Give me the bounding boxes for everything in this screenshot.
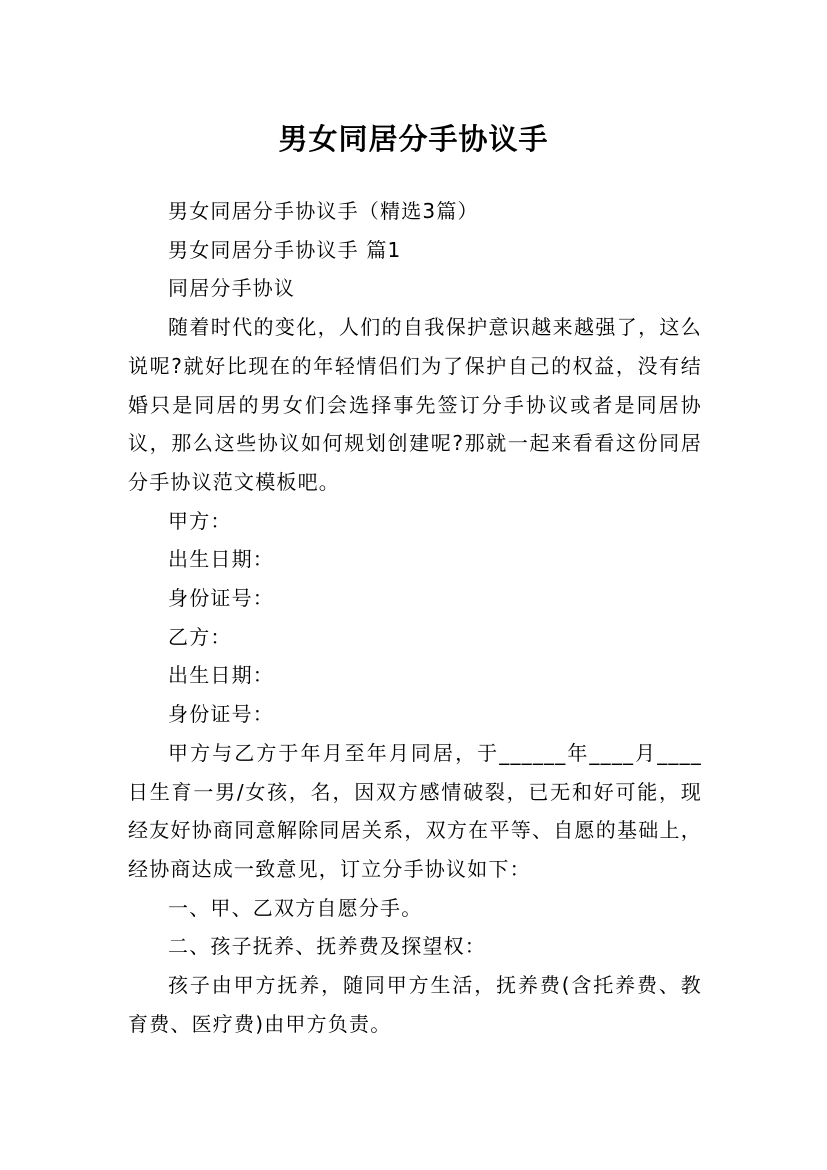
agreement-preamble: 甲方与乙方于年月至年月同居，于______年____月____日生育一男/女孩，名，因双方感情破裂，已无和好可能，现经友好协商同意解除同居关系，双方在平等、自愿的基础上，经协商达成一致意见，订立分手协议如下：	[128, 740, 702, 881]
document-subtitle: 男女同居分手协议手（精选3篇）	[168, 199, 479, 223]
party-b-id-label: 身份证号：	[168, 702, 274, 727]
party-b-label: 乙方：	[168, 624, 232, 649]
clause-two-body: 孩子由甲方抚养，随同甲方生活，抚养费(含托养费、教育费、医疗费)由甲方负责。	[128, 973, 702, 1036]
party-a-label: 甲方：	[168, 508, 232, 533]
document-title: 男女同居分手协议手	[278, 122, 549, 157]
clause-one: 一、甲、乙双方自愿分手。	[168, 895, 423, 920]
intro-paragraph: 随着时代的变化，人们的自我保护意识越来越强了，这么说呢?就好比现在的年轻情侣们为了保护自己的权益，没有结婚只是同居的男女们会选择事先签订分手协议或者是同居协议，那么这些协议如何规划创建呢?那就一起来看看这份同居分手协议范文模板吧。	[128, 315, 702, 494]
section-heading: 男女同居分手协议手 篇1	[168, 237, 402, 262]
party-b-birthdate-label: 出生日期：	[168, 663, 274, 688]
clause-two-heading: 二、孩子抚养、抚养费及探望权：	[168, 934, 486, 959]
party-a-birthdate-label: 出生日期：	[168, 547, 274, 572]
document-body	[128, 192, 702, 1043]
agreement-heading: 同居分手协议	[168, 276, 296, 301]
party-a-id-label: 身份证号：	[168, 586, 274, 611]
